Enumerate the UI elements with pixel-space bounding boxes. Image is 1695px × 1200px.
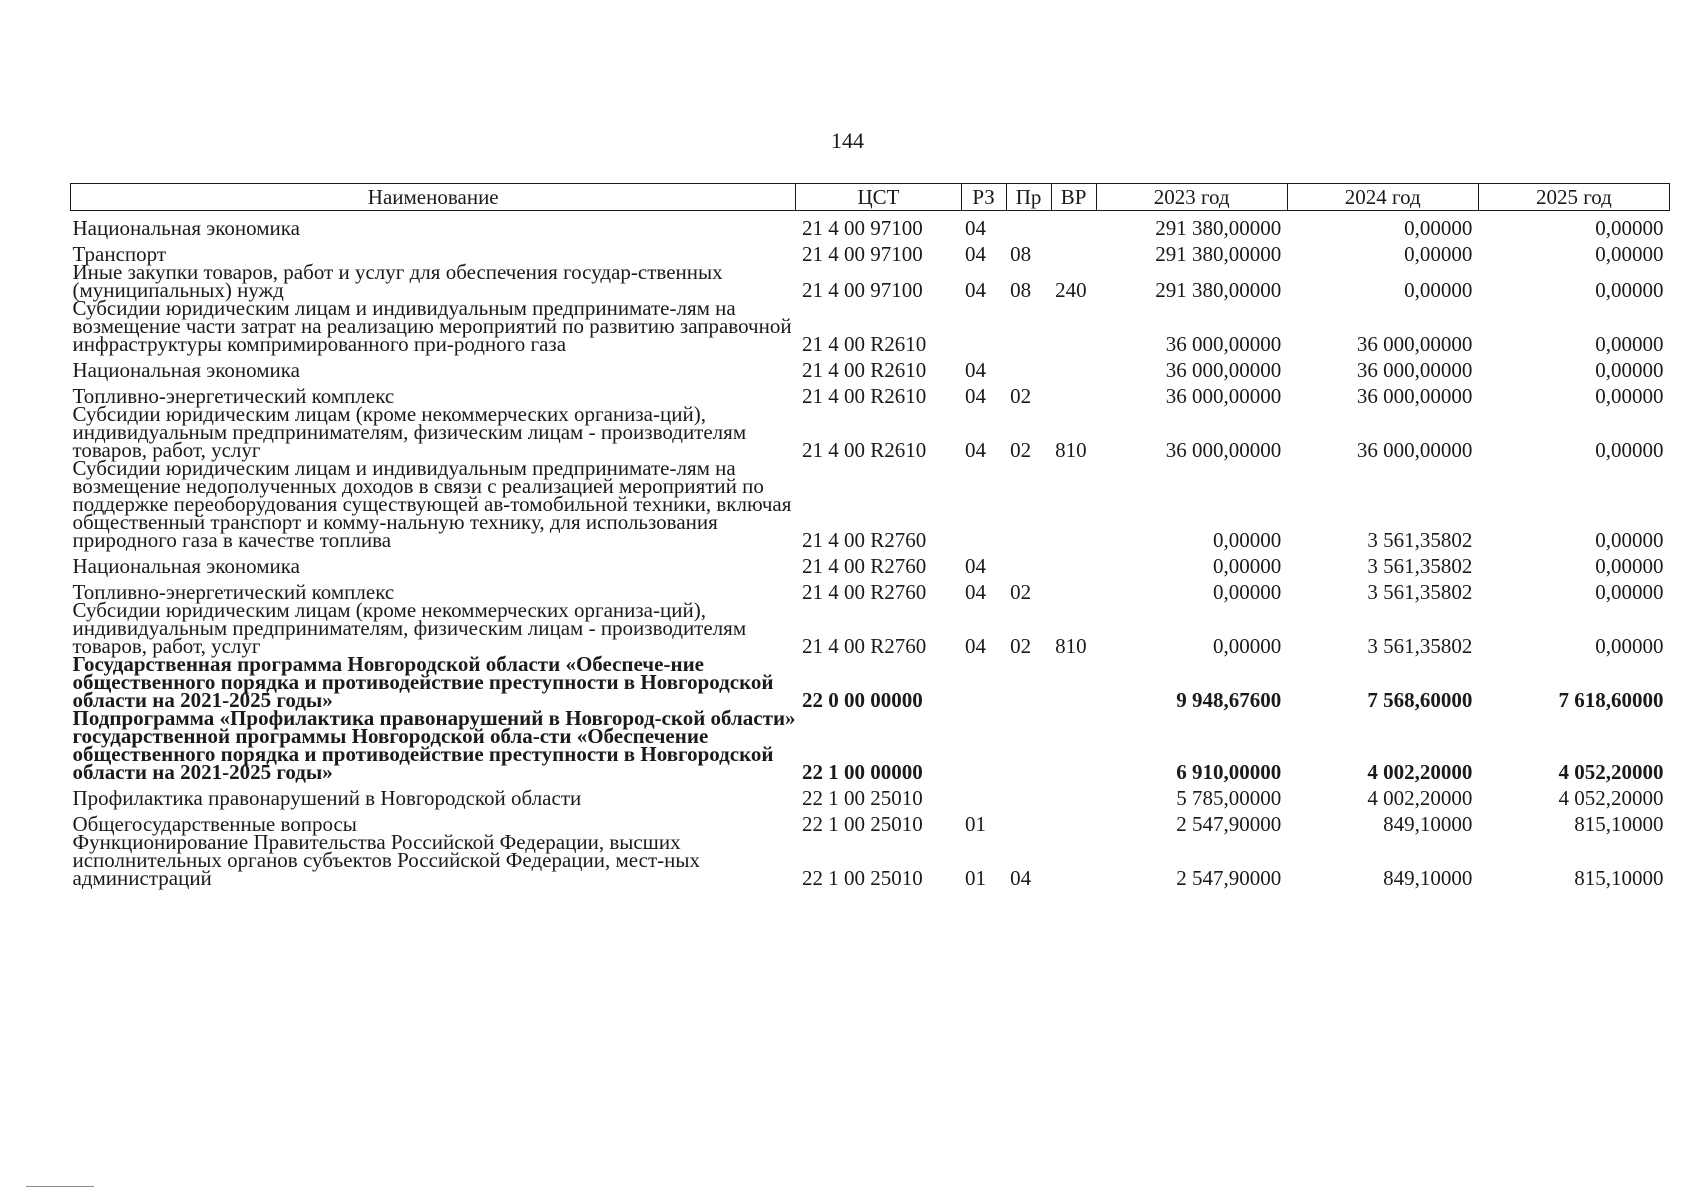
cell-y2025: 0,00000 <box>1595 383 1664 408</box>
cell-y2025: 0,00000 <box>1595 277 1664 302</box>
cell-y2023: 0,00000 <box>1212 553 1282 578</box>
cell-rz: 04 <box>965 553 987 578</box>
header-name: Наименование <box>71 184 796 211</box>
cell-vr <box>1051 549 1096 575</box>
cell-vr <box>1051 379 1096 405</box>
cell-pr: 08 <box>1010 277 1032 302</box>
cell-vr <box>1051 459 1096 549</box>
cell-pr: 08 <box>1010 241 1032 266</box>
cell-y2023: 36 000,00000 <box>1165 383 1282 408</box>
footer-mark <box>26 1186 94 1187</box>
cell-vr: 810 <box>1055 633 1087 658</box>
cell-y2025: 0,00000 <box>1595 553 1664 578</box>
cell-name: Топливно-энергетический комплекс <box>72 579 395 604</box>
table-row <box>71 299 1670 353</box>
cell-y2025: 0,00000 <box>1595 331 1664 356</box>
cell-y2023: 9 948,67600 <box>1176 687 1282 712</box>
cell-y2024: 3 561,35802 <box>1367 579 1473 604</box>
cell-y2023: 36 000,00000 <box>1165 437 1282 462</box>
cell-rz: 01 <box>965 865 987 890</box>
cell-pr <box>1006 781 1051 807</box>
cell-y2024: 849,10000 <box>1383 811 1473 836</box>
header-2024: 2024 год <box>1287 184 1478 211</box>
cell-pr: 02 <box>1010 383 1032 408</box>
cell-pr <box>1006 211 1051 237</box>
cell-rz: 04 <box>965 437 987 462</box>
cell-y2024: 0,00000 <box>1404 215 1473 240</box>
cell-rz: 04 <box>965 579 987 604</box>
header-2023: 2023 год <box>1096 184 1287 211</box>
cell-y2025: 0,00000 <box>1595 357 1664 382</box>
cell-name: Иные закупки товаров, работ и услуг для обеспечения государ-ственных (муниципальных) нужд <box>72 259 723 302</box>
cell-rz <box>961 781 1006 807</box>
table-row <box>71 353 1670 379</box>
cell-y2023: 2 547,90000 <box>1176 811 1282 836</box>
table-row <box>71 833 1670 887</box>
cell-rz <box>961 709 1006 781</box>
cell-pr <box>1006 549 1051 575</box>
cell-y2024: 36 000,00000 <box>1356 331 1473 356</box>
cell-vr: 240 <box>1055 277 1087 302</box>
cell-name: Национальная экономика <box>72 215 300 240</box>
cell-name: Профилактика правонарушений в Новгородской области <box>72 785 582 810</box>
cell-y2025: 0,00000 <box>1595 579 1664 604</box>
cell-y2024: 36 000,00000 <box>1356 383 1473 408</box>
cell-y2025: 0,00000 <box>1595 527 1664 552</box>
cell-y2024: 3 561,35802 <box>1367 633 1473 658</box>
header-vr: ВР <box>1051 184 1096 211</box>
cell-rz: 04 <box>965 241 987 266</box>
table-row <box>71 211 1670 237</box>
cell-y2024: 3 561,35802 <box>1367 527 1473 552</box>
cell-y2024: 0,00000 <box>1404 277 1473 302</box>
cell-pr: 02 <box>1010 579 1032 604</box>
cell-vr <box>1051 575 1096 601</box>
cell-y2025: 0,00000 <box>1595 633 1664 658</box>
cell-rz: 01 <box>965 811 987 836</box>
cell-y2023: 0,00000 <box>1212 579 1282 604</box>
cell-vr <box>1051 833 1096 887</box>
cell-vr <box>1051 211 1096 237</box>
page-number: 144 <box>831 128 864 153</box>
cell-y2023: 6 910,00000 <box>1176 759 1282 784</box>
cell-y2023: 36 000,00000 <box>1165 357 1282 382</box>
cell-cst: 22 1 00 25010 <box>801 811 923 836</box>
cell-rz: 04 <box>965 383 987 408</box>
cell-cst: 21 4 00 R2610 <box>801 437 927 462</box>
cell-pr: 04 <box>1010 865 1032 890</box>
budget-table-container <box>70 183 1670 890</box>
cell-cst: 21 4 00 97100 <box>801 277 923 302</box>
table-row <box>71 575 1670 601</box>
cell-y2024: 36 000,00000 <box>1356 437 1473 462</box>
cell-rz: 04 <box>965 215 987 240</box>
cell-cst: 21 4 00 97100 <box>801 241 923 266</box>
cell-name: Субсидии юридическим лицам (кроме некоммерческих организа-ций), индивидуальным предпринимателям, физическим лицам - производителям товаров, работ, услуг <box>72 401 747 462</box>
cell-cst: 22 1 00 25010 <box>801 785 923 810</box>
cell-name: Государственная программа Новгородской области «Обеспече-ние общественного порядка и противодействие преступности в Новгородской области на 2021-2025 годы» <box>72 651 774 712</box>
cell-vr <box>1051 655 1096 709</box>
cell-cst: 21 4 00 R2760 <box>801 527 927 552</box>
cell-pr: 02 <box>1010 633 1032 658</box>
table-row <box>71 549 1670 575</box>
cell-y2025: 7 618,60000 <box>1558 687 1664 712</box>
cell-y2025: 815,10000 <box>1574 811 1664 836</box>
cell-pr <box>1006 459 1051 549</box>
cell-y2024: 4 002,20000 <box>1367 785 1473 810</box>
cell-name: Субсидии юридическим лицам и индивидуальным предпринимате-лям на возмещение недополученных доходов в связи с реализацией мероприятий по поддержке переоборудования существующей ав-томобильной техники, включая общественный транспорт и комму-нальную технику, для использования природного газа в качестве топлива <box>72 455 792 552</box>
table-row <box>71 601 1670 655</box>
cell-pr <box>1006 353 1051 379</box>
cell-vr <box>1051 299 1096 353</box>
cell-y2023: 2 547,90000 <box>1176 865 1282 890</box>
cell-cst: 22 0 00 00000 <box>801 687 923 712</box>
cell-vr: 810 <box>1055 437 1087 462</box>
cell-y2024: 0,00000 <box>1404 241 1473 266</box>
cell-rz <box>961 655 1006 709</box>
table-row <box>71 655 1670 709</box>
cell-y2023: 0,00000 <box>1212 527 1282 552</box>
cell-name: Национальная экономика <box>72 357 300 382</box>
cell-rz <box>961 299 1006 353</box>
cell-rz: 04 <box>965 633 987 658</box>
cell-cst: 21 4 00 97100 <box>801 215 923 240</box>
cell-vr <box>1051 709 1096 781</box>
table-row <box>71 781 1670 807</box>
cell-name: Субсидии юридическим лицам (кроме некоммерческих организа-ций), индивидуальным предпринимателям, физическим лицам - производителям товаров, работ, услуг <box>72 597 747 658</box>
cell-y2025: 815,10000 <box>1574 865 1664 890</box>
cell-y2023: 36 000,00000 <box>1165 331 1282 356</box>
table-body <box>71 211 1670 890</box>
header-rz: РЗ <box>961 184 1006 211</box>
cell-y2025: 0,00000 <box>1595 437 1664 462</box>
cell-pr <box>1006 807 1051 833</box>
cell-y2025: 4 052,20000 <box>1558 759 1664 784</box>
table-row <box>71 405 1670 459</box>
header-2025: 2025 год <box>1478 184 1669 211</box>
budget-table <box>70 183 1670 890</box>
cell-cst: 21 4 00 R2610 <box>801 383 927 408</box>
cell-pr <box>1006 299 1051 353</box>
cell-y2023: 5 785,00000 <box>1176 785 1282 810</box>
cell-vr <box>1051 807 1096 833</box>
cell-name: Общегосударственные вопросы <box>72 811 357 836</box>
table-row <box>71 263 1670 299</box>
cell-name: Функционирование Правительства Российской Федерации, высших исполнительных органов субъектов Российской Федерации, мест-ных администраций <box>72 829 700 890</box>
cell-y2025: 0,00000 <box>1595 215 1664 240</box>
cell-cst: 21 4 00 R2760 <box>801 553 927 578</box>
table-row <box>71 709 1670 781</box>
cell-y2024: 849,10000 <box>1383 865 1473 890</box>
cell-name: Национальная экономика <box>72 553 300 578</box>
cell-pr <box>1006 655 1051 709</box>
header-cst: ЦСТ <box>796 184 961 211</box>
cell-rz: 04 <box>965 277 987 302</box>
table-row <box>71 379 1670 405</box>
cell-cst: 22 1 00 00000 <box>801 759 923 784</box>
cell-vr <box>1051 237 1096 263</box>
cell-y2023: 291 380,00000 <box>1155 241 1282 266</box>
cell-y2025: 0,00000 <box>1595 241 1664 266</box>
cell-pr <box>1006 709 1051 781</box>
table-header <box>71 184 1670 211</box>
cell-y2024: 3 561,35802 <box>1367 553 1473 578</box>
cell-vr <box>1051 353 1096 379</box>
cell-vr <box>1051 781 1096 807</box>
cell-y2023: 291 380,00000 <box>1155 215 1282 240</box>
cell-cst: 21 4 00 R2610 <box>801 357 927 382</box>
cell-rz <box>961 459 1006 549</box>
cell-cst: 21 4 00 R2760 <box>801 579 927 604</box>
cell-y2024: 36 000,00000 <box>1356 357 1473 382</box>
table-row <box>71 237 1670 263</box>
cell-y2025: 4 052,20000 <box>1558 785 1664 810</box>
cell-name: Транспорт <box>72 241 167 266</box>
cell-name: Топливно-энергетический комплекс <box>72 383 395 408</box>
cell-name: Субсидии юридическим лицам и индивидуальным предпринимате-лям на возмещение части затрат на реализацию мероприятий по развитию заправочной инфраструктуры компримированного при-родного газа <box>72 295 792 356</box>
table-row <box>71 459 1670 549</box>
cell-y2024: 7 568,60000 <box>1367 687 1473 712</box>
cell-y2023: 0,00000 <box>1212 633 1282 658</box>
cell-pr: 02 <box>1010 437 1032 462</box>
cell-name: Подпрограмма «Профилактика правонарушений в Новгород-ской области» государственной программы Новгородской обла-сти «Обеспечение общественного порядка и противодействие преступности в Новгородской области на 2021-2025 годы» <box>72 705 796 784</box>
table-row <box>71 807 1670 833</box>
header-pr: Пр <box>1006 184 1051 211</box>
cell-y2023: 291 380,00000 <box>1155 277 1282 302</box>
cell-rz: 04 <box>965 357 987 382</box>
cell-cst: 21 4 00 R2610 <box>801 331 927 356</box>
cell-cst: 21 4 00 R2760 <box>801 633 927 658</box>
cell-cst: 22 1 00 25010 <box>801 865 923 890</box>
cell-y2024: 4 002,20000 <box>1367 759 1473 784</box>
